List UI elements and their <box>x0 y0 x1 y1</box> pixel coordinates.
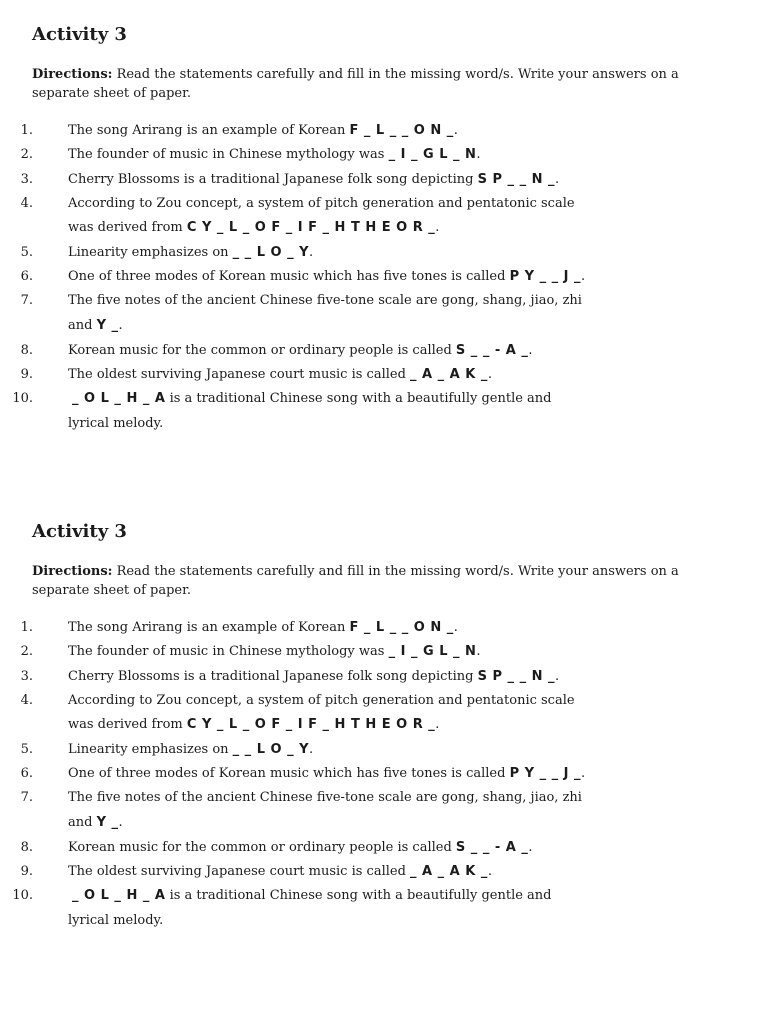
answer-blank: _ O L _ H _ A <box>72 888 166 903</box>
question-text: The song Arirang is an example of Korean F _ L _ _ O N _. <box>68 620 458 635</box>
question-text: The song Arirang is an example of Korean F _ L _ _ O N _. <box>68 123 458 138</box>
question-number: 7. <box>20 790 33 805</box>
question-number: 2. <box>20 147 33 162</box>
question-text: _ O L _ H _ A is a traditional Chinese song with a beautifully gentle and <box>72 888 552 903</box>
question-text: Korean music for the common or ordinary people is called S _ _ - A _. <box>68 840 533 855</box>
answer-blank: Y _ <box>96 815 119 830</box>
question-number: 8. <box>20 840 33 855</box>
question-text: One of three modes of Korean music which has five tones is called P Y _ _ J _. <box>68 766 586 781</box>
question-text: Linearity emphasizes on _ _ L O _ Y. <box>68 245 314 260</box>
question-number: 1. <box>20 620 33 635</box>
question-text: The oldest surviving Japanese court music is called _ A _ A K _. <box>68 367 492 382</box>
question-text: was derived from C Y _ L _ O F _ I F _ H T H E O R _. <box>68 717 440 732</box>
answer-blank: C Y _ L _ O F _ I F _ H T H E O R _ <box>186 220 436 235</box>
question-text: Linearity emphasizes on _ _ L O _ Y. <box>68 742 314 757</box>
answer-blank: P Y _ _ J _ <box>509 269 582 284</box>
question-text: _ O L _ H _ A is a traditional Chinese song with a beautifully gentle and <box>72 391 552 406</box>
question-text: lyrical melody. <box>68 913 164 928</box>
answer-blank: C Y _ L _ O F _ I F _ H T H E O R _ <box>186 717 436 732</box>
answer-blank: F _ L _ _ O N _ <box>349 123 454 138</box>
directions-label: Directions: <box>32 564 113 579</box>
activity-title: Activity 3 <box>32 24 127 45</box>
question-number: 2. <box>20 644 33 659</box>
directions-text: Read the statements carefully and fill in the missing word/s. Write your answers on a separate sheet of paper. <box>32 564 679 598</box>
answer-blank: _ I _ G L _ N <box>388 147 477 162</box>
activity-title: Activity 3 <box>32 521 127 542</box>
question-text: The founder of music in Chinese mythology was _ I _ G L _ N. <box>68 644 481 659</box>
question-text: Cherry Blossoms is a traditional Japanese folk song depicting S P _ _ N _. <box>68 172 560 187</box>
question-number: 3. <box>20 669 33 684</box>
question-text: Korean music for the common or ordinary people is called S _ _ - A _. <box>68 343 533 358</box>
question-text: According to Zou concept, a system of pitch generation and pentatonic scale <box>68 196 575 211</box>
question-text: was derived from C Y _ L _ O F _ I F _ H T H E O R _. <box>68 220 440 235</box>
answer-blank: F _ L _ _ O N _ <box>349 620 454 635</box>
answer-blank: Y _ <box>96 318 119 333</box>
question-number: 6. <box>20 269 33 284</box>
answer-blank: S P _ _ N _ <box>477 172 556 187</box>
answer-blank: S _ _ - A _ <box>455 840 529 855</box>
question-text: and Y _. <box>68 815 123 830</box>
directions <box>32 562 737 600</box>
question-text: One of three modes of Korean music which has five tones is called P Y _ _ J _. <box>68 269 586 284</box>
question-number: 3. <box>20 172 33 187</box>
answer-blank: _ _ L O _ Y <box>232 245 310 260</box>
question-text: The five notes of the ancient Chinese five-tone scale are gong, shang, jiao, zhi <box>68 790 582 805</box>
question-number: 8. <box>20 343 33 358</box>
answer-blank: _ A _ A K _ <box>410 367 488 382</box>
question-text: Cherry Blossoms is a traditional Japanese folk song depicting S P _ _ N _. <box>68 669 560 684</box>
question-number: 4. <box>20 693 33 708</box>
question-text: lyrical melody. <box>68 416 164 431</box>
question-number: 5. <box>20 245 33 260</box>
question-number: 10. <box>12 888 33 903</box>
directions-label: Directions: <box>32 67 113 82</box>
question-number: 7. <box>20 293 33 308</box>
answer-blank: _ _ L O _ Y <box>232 742 310 757</box>
question-text: According to Zou concept, a system of pitch generation and pentatonic scale <box>68 693 575 708</box>
question-text: The oldest surviving Japanese court music is called _ A _ A K _. <box>68 864 492 879</box>
question-number: 1. <box>20 123 33 138</box>
answer-blank: P Y _ _ J _ <box>509 766 582 781</box>
question-number: 6. <box>20 766 33 781</box>
answer-blank: _ A _ A K _ <box>410 864 488 879</box>
directions-text: Read the statements carefully and fill in the missing word/s. Write your answers on a separate sheet of paper. <box>32 67 679 101</box>
question-number: 4. <box>20 196 33 211</box>
question-number: 9. <box>20 864 33 879</box>
answer-blank: S P _ _ N _ <box>477 669 556 684</box>
directions <box>32 65 737 103</box>
answer-blank: _ O L _ H _ A <box>72 391 166 406</box>
answer-blank: _ I _ G L _ N <box>388 644 477 659</box>
question-text: The five notes of the ancient Chinese five-tone scale are gong, shang, jiao, zhi <box>68 293 582 308</box>
question-number: 9. <box>20 367 33 382</box>
answer-blank: S _ _ - A _ <box>455 343 529 358</box>
question-text: The founder of music in Chinese mythology was _ I _ G L _ N. <box>68 147 481 162</box>
question-number: 10. <box>12 391 33 406</box>
question-text: and Y _. <box>68 318 123 333</box>
question-number: 5. <box>20 742 33 757</box>
